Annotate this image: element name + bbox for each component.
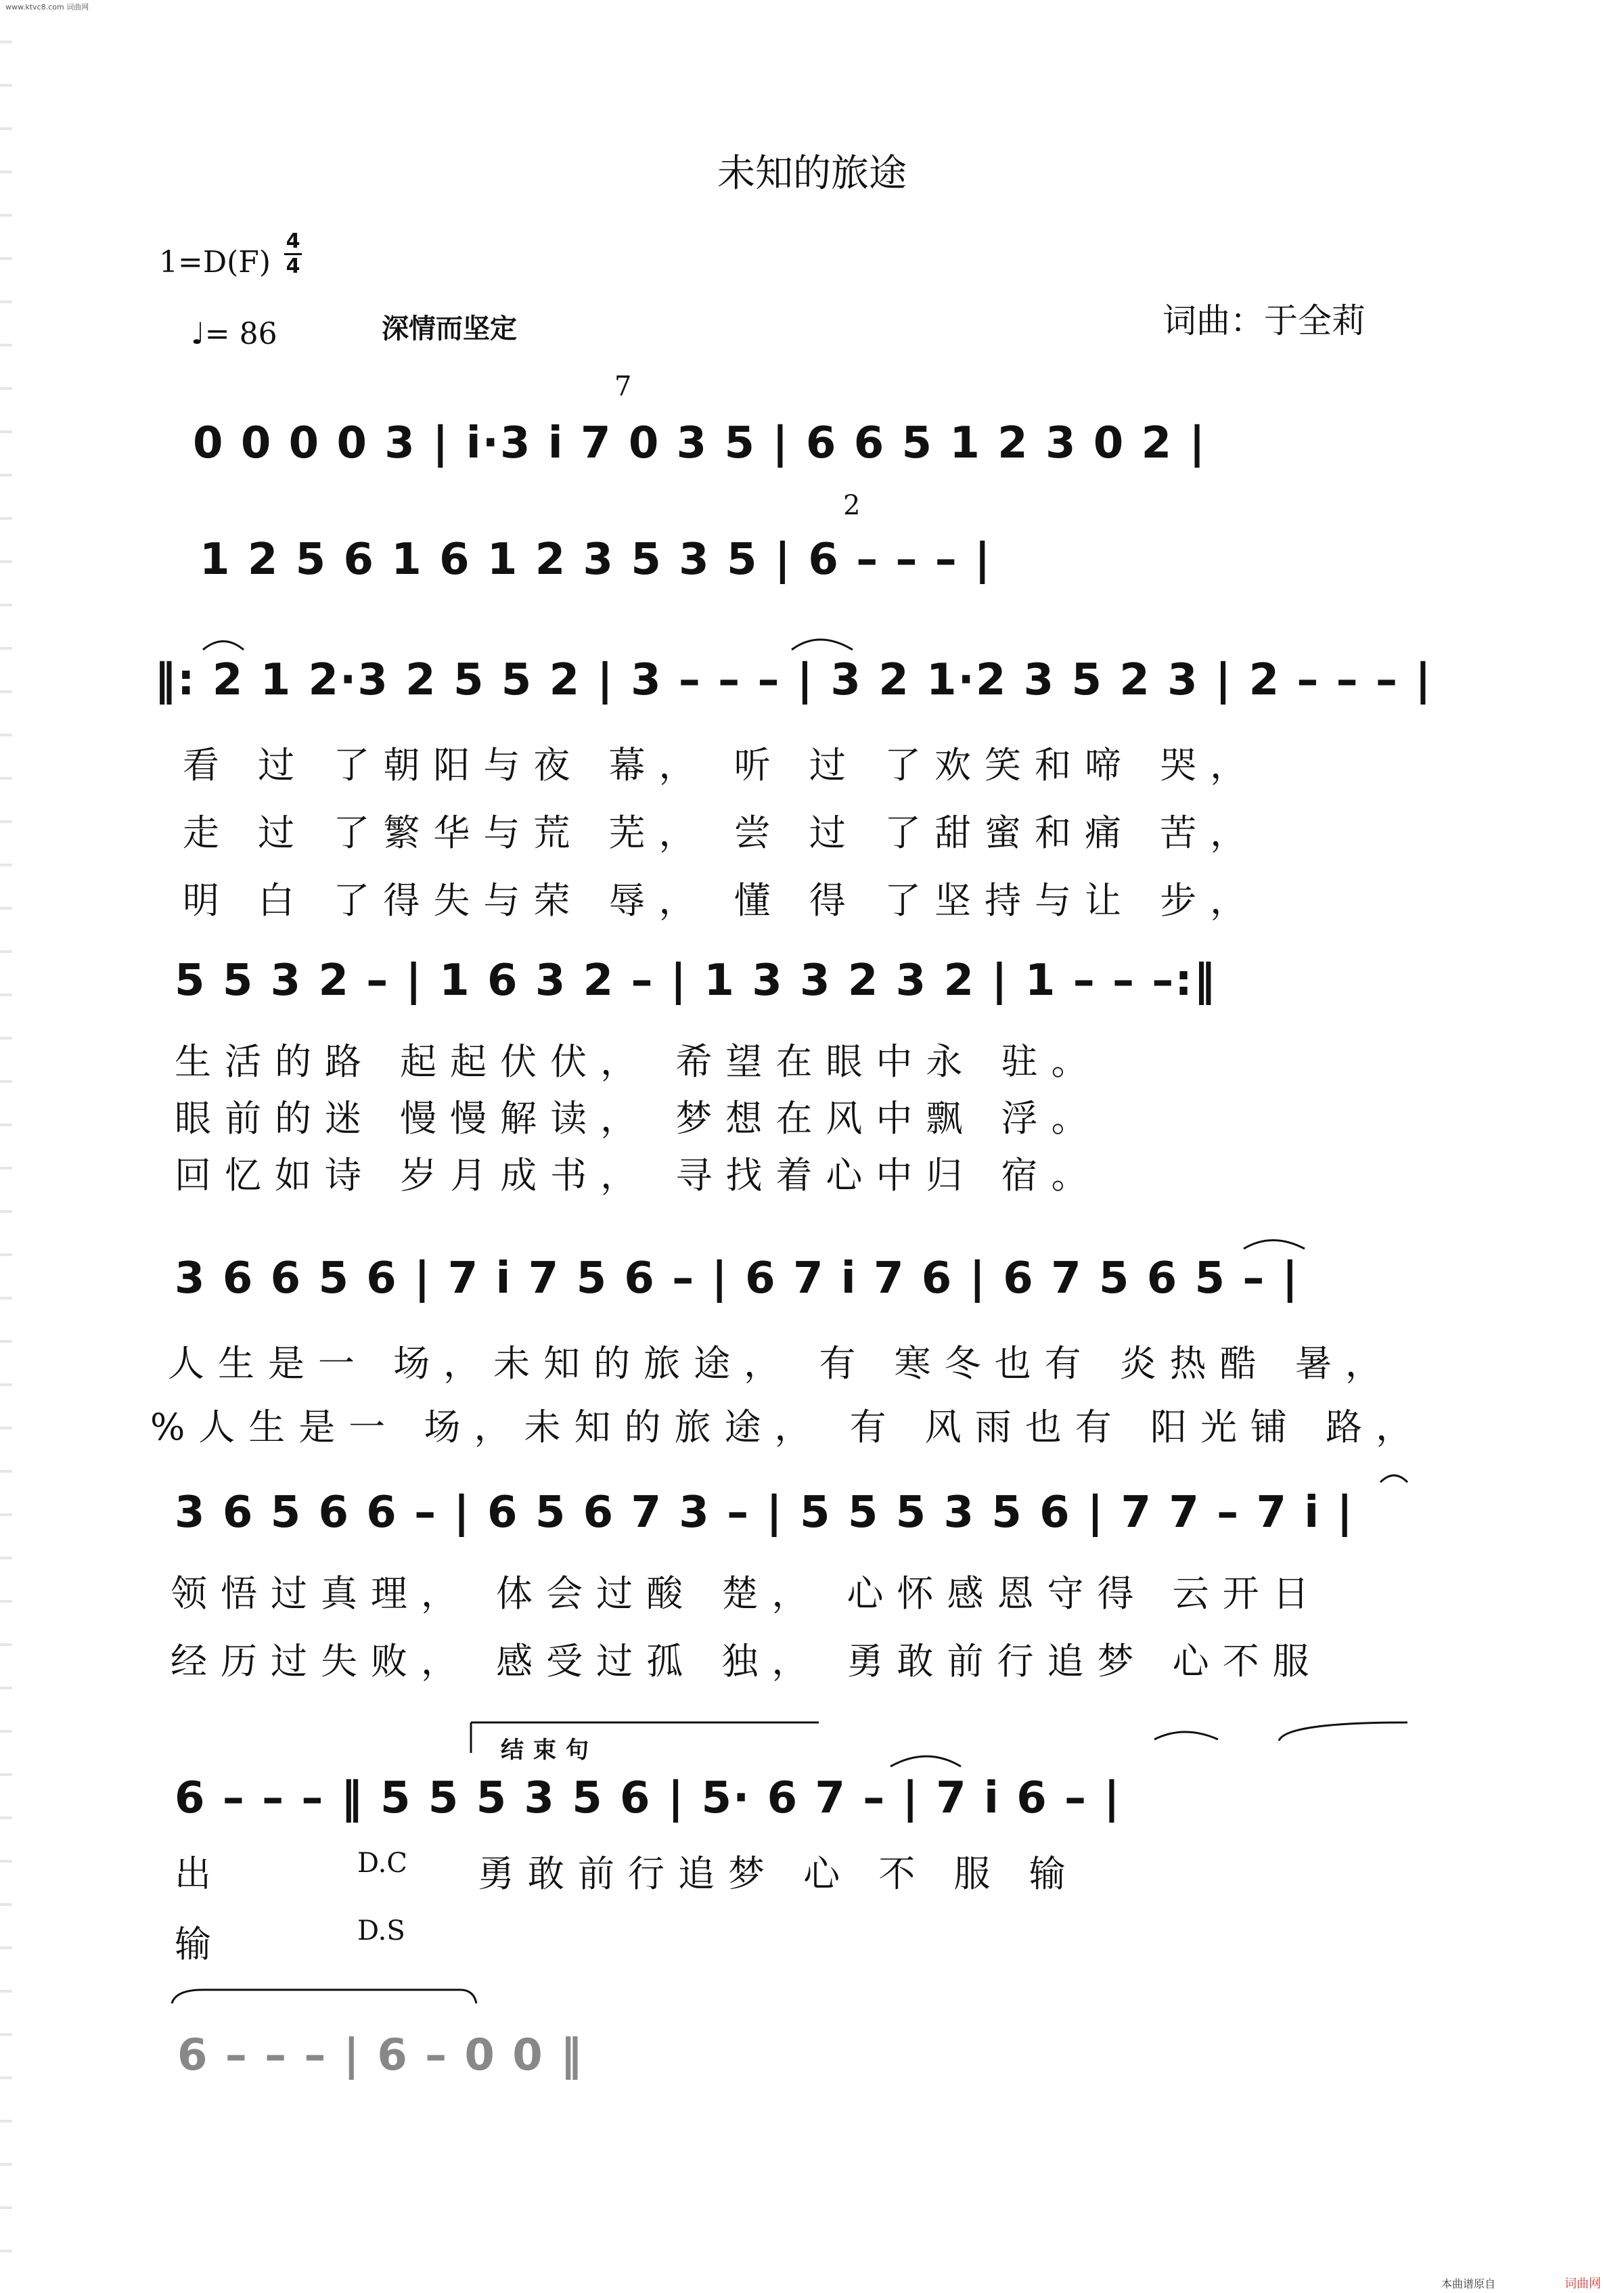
- intro-notes-line-1: 0 0 0 0 3 | i·3 i 7 0 3 5 | 6 6 5 1 2 3 0 2 |: [193, 418, 1206, 468]
- tempo-value: = 86: [204, 317, 277, 351]
- slur-4: [1380, 1475, 1407, 1482]
- watermark-url: www.ktvc8.com 词曲网: [5, 3, 89, 12]
- ending-lyric-2: 输: [175, 1923, 225, 1965]
- dc-marking: D.C: [357, 1848, 407, 1879]
- verse-notes-line-2: 5 5 3 2 – | 1 6 3 2 – | 1 3 3 2 3 2 | 1 – – –:‖: [175, 956, 1217, 1006]
- chorus-notes-line-2: 3 6 5 6 6 – | 6 5 6 7 3 – | 5 5 5 3 5 6 | 7 7 – 7 i |: [175, 1488, 1354, 1538]
- ending-lyric-rest: 勇敢前行追梦 心 不 服 输: [478, 1852, 1079, 1895]
- final-notes: 6 – – – | 6 – 0 0 ‖: [177, 2030, 584, 2080]
- grace-note-2: 2: [843, 490, 861, 521]
- chorus-notes-line-1: 3 6 6 5 6 | 7 i 7 5 6 – | 6 7 i 7 6 | 6 7 5 6 5 – |: [175, 1253, 1299, 1304]
- ending-bracket-label: 结束句: [501, 1737, 598, 1764]
- intro-notes-line-2: 1 2 5 6 1 6 1 2 3 5 3 5 | 6 – – – |: [200, 535, 992, 585]
- key-signature: 1=D(F): [159, 245, 271, 280]
- chorus-lyric-2-1: 领悟过真理， 体会过酸 楚， 心怀感恩守得 云开日: [171, 1572, 1323, 1615]
- chorus-lyric-1-1: 人生是一 场，未知的旅途， 有 寒冬也有 炎热酷 暑，: [168, 1342, 1395, 1385]
- footer-site: 词曲网: [1564, 2277, 1601, 2291]
- author-credit: 词曲：于全莉: [1163, 301, 1366, 340]
- slur-6: [1154, 1732, 1218, 1739]
- verse-lyric-1-2: 走 过 了繁华与荒 芜， 尝 过 了甜蜜和痛 苦，: [183, 811, 1261, 854]
- ending-lyric-start: 出: [175, 1852, 225, 1895]
- time-signature-top: 4: [286, 229, 300, 253]
- verse-lyric-2-3: 回忆如诗 岁月成书， 寻找着心中归 宿。: [175, 1154, 1102, 1197]
- time-signature-bottom: 4: [286, 254, 300, 278]
- song-title: 未知的旅途: [717, 152, 907, 196]
- expression-marking: 深情而坚定: [382, 313, 517, 344]
- slur-8: [172, 1990, 476, 2003]
- verse-lyric-2-2: 眼前的迷 慢慢解读， 梦想在风中飘 浮。: [175, 1097, 1102, 1140]
- slur-2: [792, 640, 853, 650]
- verse-lyric-1-3: 明 白 了得失与荣 辱， 懂 得 了坚持与让 步，: [183, 879, 1261, 922]
- chorus-lyric-2-2: 经历过失败， 感受过孤 独， 勇敢前行追梦 心不服: [171, 1640, 1323, 1683]
- ending-notes: 6 – – – ‖ 5 5 5 3 5 6 | 5· 6 7 – | 7 i 6 – |: [175, 1773, 1121, 1823]
- grace-note-1: 7: [614, 371, 632, 402]
- verse-notes-line-1: ‖: 2 1 2·3 2 5 5 2 | 3 – – – | 3 2 1·2 3 5 2 3 | 2 – – – |: [154, 655, 1433, 705]
- verse-lyric-1-1: 看 过 了朝阳与夜 幕， 听 过 了欢笑和啼 哭，: [183, 744, 1261, 786]
- slur-7: [1279, 1722, 1407, 1741]
- ds-marking: D.S: [357, 1915, 405, 1946]
- footer-source: 本曲谱原自: [1441, 2277, 1496, 2290]
- verse-lyric-2-1: 生活的路 起起伏伏， 希望在眼中永 驻。: [175, 1040, 1102, 1083]
- slur-5: [890, 1756, 961, 1766]
- slur-1: [203, 642, 244, 650]
- quarter-note-icon: ♩: [191, 317, 205, 351]
- chorus-lyric-1-2: %人生是一 场，未知的旅途， 有 风雨也有 阳光铺 路，: [150, 1406, 1426, 1448]
- slur-3: [1244, 1241, 1305, 1249]
